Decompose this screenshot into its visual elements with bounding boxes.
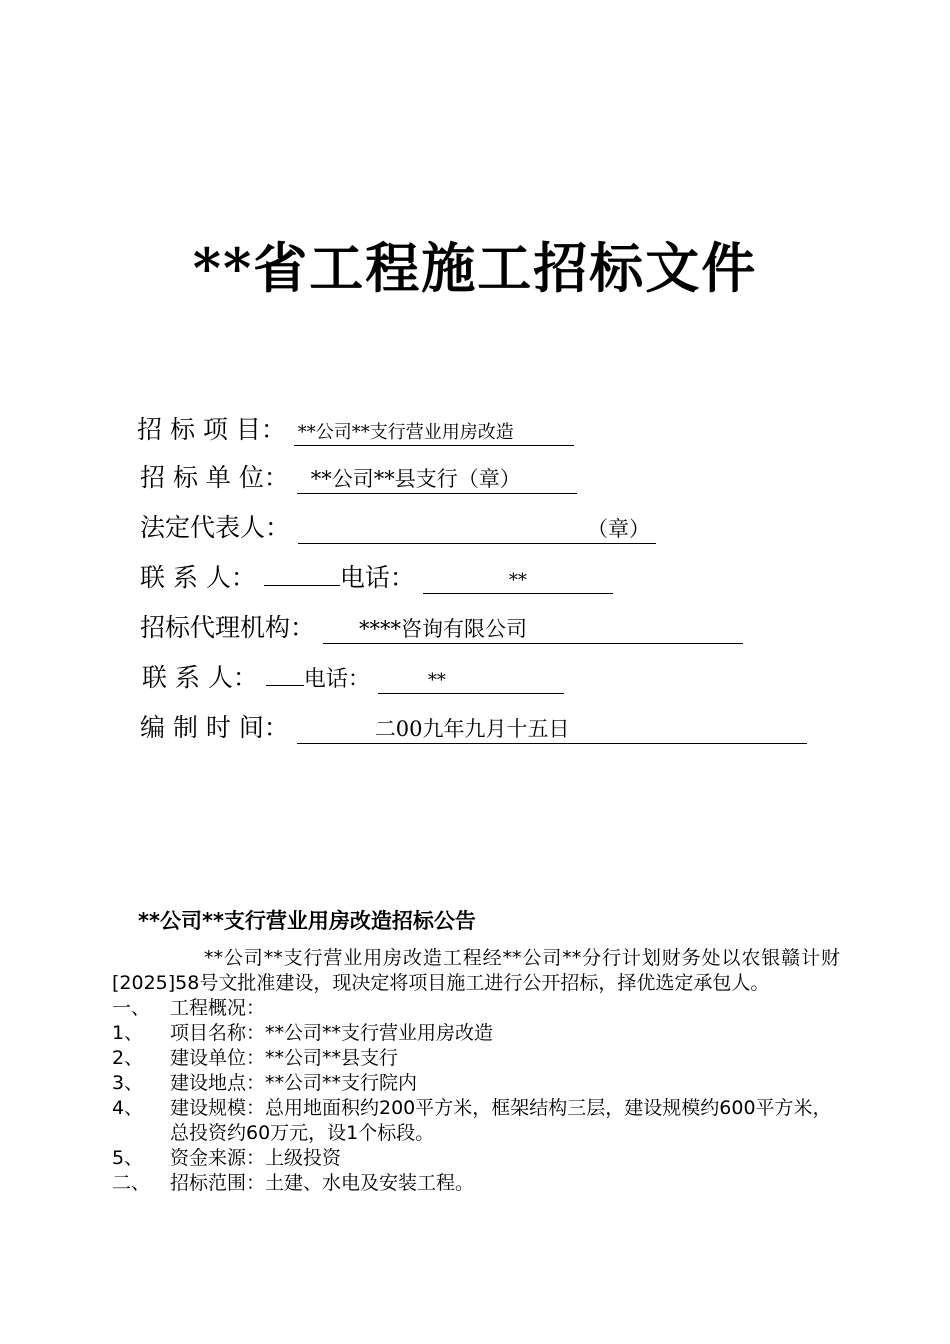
list-item-text: 项目名称：**公司**支行营业用房改造 <box>170 1022 494 1044</box>
field-contact-2-label: 联 系 人： <box>142 663 258 692</box>
field-agency-label: 招标代理机构： <box>140 613 316 642</box>
list-item-text: 招标范围：土建、水电及安装工程。 <box>170 1172 475 1194</box>
list-item-number: 一、 <box>112 997 151 1019</box>
notice-title: **公司**支行营业用房改造招标公告 <box>138 909 476 933</box>
field-unit-label: 招 标 单 位： <box>140 463 289 492</box>
field-legal-rep-value: （章） <box>586 517 650 541</box>
field-project-value: **公司**支行营业用房改造 <box>297 422 514 443</box>
field-contact-1-phone-label: 电话： <box>339 563 415 592</box>
list-item <box>112 1146 840 1171</box>
list-item <box>112 1071 840 1096</box>
field-contact-2-phone: ** <box>427 670 446 691</box>
field-legal-rep-line <box>298 514 656 544</box>
list-item-number: 2、 <box>112 1047 144 1069</box>
list-item-number: 二、 <box>112 1172 151 1194</box>
field-unit-value: **公司**县支行（章） <box>310 467 521 491</box>
document-title: **省工程施工招标文件 <box>192 236 758 300</box>
list-item-text: 建设地点：**公司**支行院内 <box>170 1072 418 1094</box>
field-contact-2-phone-line <box>378 664 564 694</box>
notice-body <box>112 946 840 1196</box>
list-item-number: 4、 <box>112 1097 144 1119</box>
field-agency-line <box>323 614 743 644</box>
field-project <box>137 410 574 446</box>
field-contact-2-phone-label: 电话： <box>303 667 370 692</box>
field-contact-2 <box>142 658 564 694</box>
field-legal-rep <box>140 508 656 544</box>
field-date-label: 编 制 时 间： <box>140 713 289 742</box>
field-date-line <box>297 714 807 744</box>
field-contact-1 <box>140 558 613 594</box>
list-item-text: 工程概况： <box>170 997 266 1019</box>
field-date <box>140 708 807 744</box>
list-item <box>112 1021 840 1046</box>
field-date-value: 二00九年九月十五日 <box>374 717 570 741</box>
list-item <box>112 1171 840 1196</box>
notice-intro: **公司**支行营业用房改造工程经**公司**分行计划财务处以农银赣计财[2025]58号文批准建设，现决定将项目施工进行公开招标，择优选定承包人。 <box>112 947 840 994</box>
field-unit-line <box>297 464 577 494</box>
list-item-number: 1、 <box>112 1022 144 1044</box>
field-contact-1-name-line <box>264 585 340 586</box>
list-item-text: 建设单位：**公司**县支行 <box>170 1047 399 1069</box>
field-contact-1-phone: ** <box>508 570 527 591</box>
list-item-number: 5、 <box>112 1147 144 1169</box>
list-item-number: 3、 <box>112 1072 144 1094</box>
list-item <box>112 1096 840 1146</box>
list-item-text: 资金来源：上级投资 <box>170 1147 342 1169</box>
field-unit <box>140 458 577 494</box>
field-agency-value: ****咨询有限公司 <box>358 617 527 641</box>
field-contact-1-phone-line <box>423 564 613 594</box>
field-legal-rep-label: 法定代表人： <box>140 513 291 542</box>
field-project-label: 招 标 项 目： <box>137 415 286 444</box>
field-project-line <box>294 416 574 446</box>
list-item <box>112 1046 840 1071</box>
field-contact-2-name-line <box>266 685 304 686</box>
field-contact-1-label: 联 系 人： <box>140 563 256 592</box>
field-agency <box>140 608 743 644</box>
list-item <box>112 996 840 1021</box>
list-item-text: 建设规模：总用地面积约200平方米，框架结构三层，建设规模约600平方米，总投资约60万元，设1个标段。 <box>170 1097 832 1144</box>
